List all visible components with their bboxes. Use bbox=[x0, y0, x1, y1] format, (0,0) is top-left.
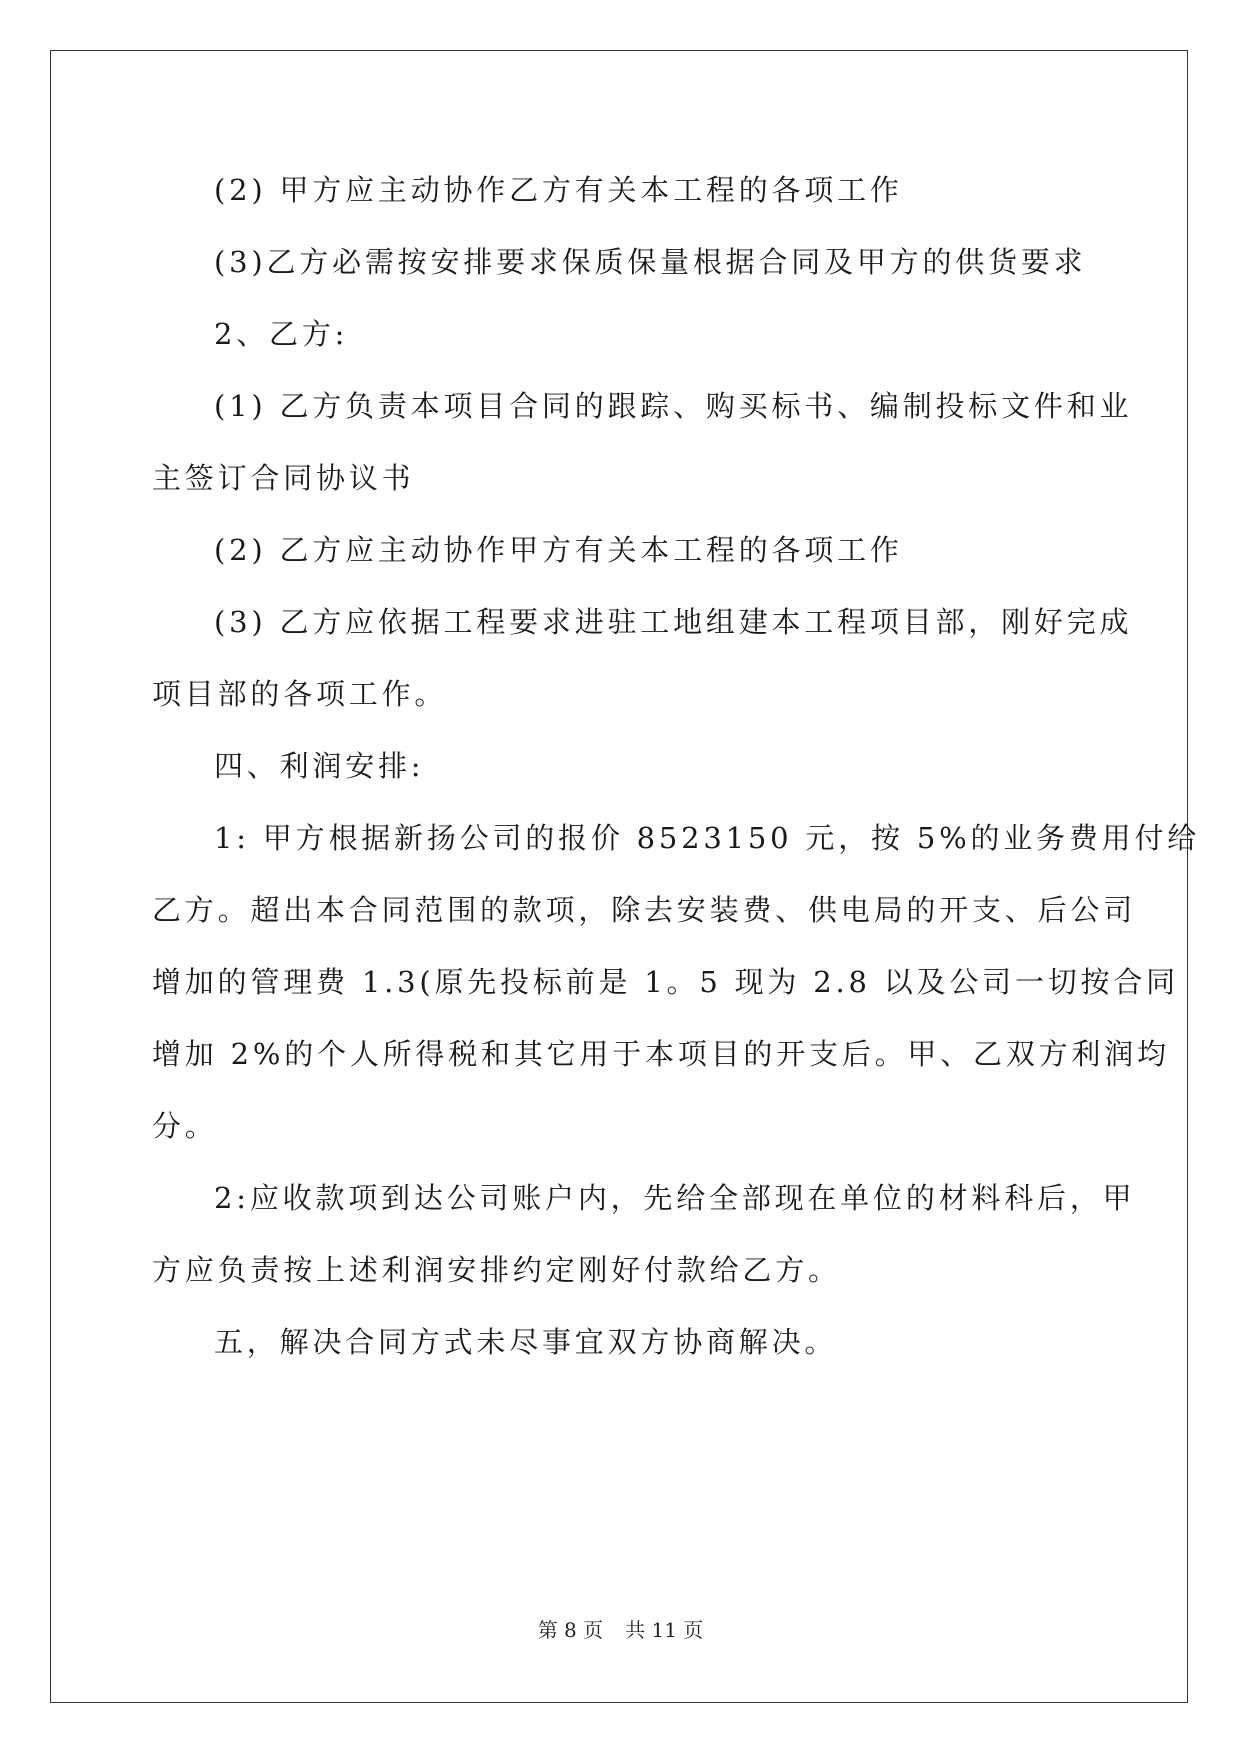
page-footer bbox=[0, 1618, 1241, 1642]
paragraph-line: (2) 甲方应主动协作乙方有关本工程的各项工作 bbox=[214, 173, 903, 207]
section-heading: 2、乙方: bbox=[214, 317, 349, 351]
section-heading: 五，解决合同方式未尽事宜双方协商解决。 bbox=[214, 1325, 838, 1359]
paragraph-line: (1) 乙方负责本项目合同的跟踪、购买标书、编制投标文件和业 bbox=[214, 389, 1133, 423]
page-number: 第 8 页 bbox=[537, 1618, 604, 1642]
paragraph-line: 增加 2%的个人所得税和其它用于本项目的开支后。甲、乙双方利润均 bbox=[152, 1037, 1170, 1071]
paragraph-line: 1: 甲方根据新扬公司的报价 8523150 元，按 5%的业务费用付给 bbox=[214, 821, 1201, 855]
paragraph-line: 主签订合同协议书 bbox=[152, 461, 415, 495]
paragraph-line: 乙方。超出本合同范围的款项，除去安装费、供电局的开支、后公司 bbox=[152, 893, 1137, 927]
paragraph-line: (2) 乙方应主动协作甲方有关本工程的各项工作 bbox=[214, 533, 903, 567]
paragraph-line: 增加的管理费 1.3(原先投标前是 1。5 现为 2.8 以及公司一切按合同 bbox=[152, 965, 1179, 999]
paragraph-line: (3) 乙方应依据工程要求进驻工地组建本工程项目部，刚好完成 bbox=[214, 605, 1133, 639]
paragraph-line: 2:应收款项到达公司账户内，先给全部现在单位的材料科后，甲 bbox=[214, 1181, 1136, 1215]
page-total: 共 11 页 bbox=[625, 1618, 704, 1642]
paragraph-line: 方应负责按上述利润安排约定刚好付款给乙方。 bbox=[152, 1253, 841, 1287]
page-border bbox=[50, 50, 1188, 1703]
paragraph-line: 项目部的各项工作。 bbox=[152, 677, 448, 711]
paragraph-line: 分。 bbox=[152, 1109, 218, 1143]
paragraph-line: (3)乙方必需按安排要求保质保量根据合同及甲方的供货要求 bbox=[214, 245, 1087, 279]
section-heading: 四、利润安排: bbox=[214, 749, 425, 783]
